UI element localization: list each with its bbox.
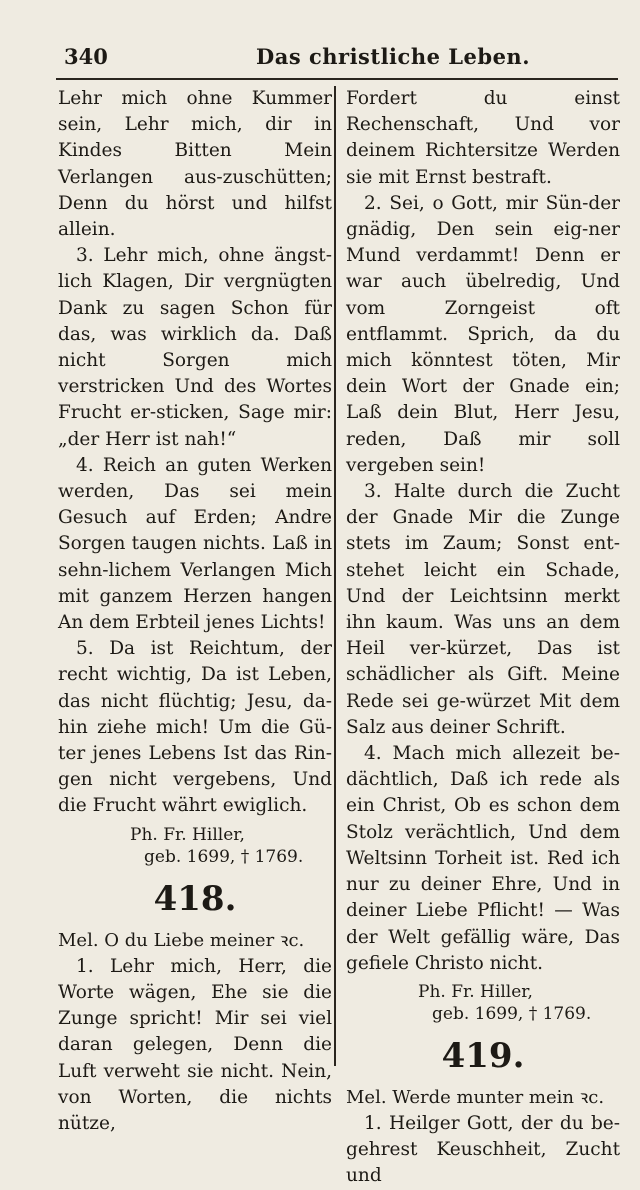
verse-2: 2. Sei, o Gott, mir Sün-der gnädig, Den sein eig-ner Mund verdammt! Denn er war auch übelredig, Und vom Zorngeist oft entflammt. Sprich, da du mich könntest töten, Mir dein Wort der Gnade ein; Laß dein Blut, Herr Jesu, reden, Daß mir soll vergeben sein! — [346, 192, 620, 476]
verse-3: 3. Lehr mich, ohne ängst-lich Klagen, Dir vergnügten Dank zu sagen Schon für das, was wirklich da. Daß nicht Sorgen mich verstricken Und des Wortes Frucht er-sticken, Sage mir: „der Herr ist nah!“ — [58, 245, 332, 450]
author-credit — [58, 824, 332, 868]
author-name: Ph. Fr. Hiller, — [130, 824, 245, 845]
column-divider — [334, 86, 336, 1066]
author-dates: geb. 1699, † 1769. — [144, 846, 304, 867]
melody-line: Mel. Werde munter mein ꝛc. — [346, 1086, 605, 1108]
verse-4: 4. Mach mich allezeit be-dächtlich, Daß ich rede als ein Christ, Ob es schon dem Stolz verächtlich, Und dem Weltsinn Torheit ist. Red ich nur zu deiner Ehre, Und in deiner Liebe Pflicht! — Was der Welt gefällig wäre, Das gefiele Christo nicht. — [346, 743, 620, 974]
page-header — [56, 42, 618, 80]
page-number: 340 — [64, 44, 108, 69]
verse-4: 4. Reich an guten Werken werden, Das sei mein Gesuch auf Erden; Andre Sorgen taugen nichts. Laß in sehn-lichem Verlangen Mich mit ganzem Herzen hangen An dem Erbteil jenes Lichts! — [58, 454, 332, 634]
hymn-number-418: 418. — [153, 878, 237, 919]
left-column — [58, 86, 332, 1137]
right-column — [346, 86, 620, 1190]
verse-continuation: Fordert du einst Rechenschaft, Und vor deinem Richtersitze Werden sie mit Ernst bestraft. — [346, 88, 620, 188]
running-title: Das christliche Leben. — [256, 44, 531, 69]
verse-5: 5. Da ist Reichtum, der recht wichtig, Da ist Leben, das nicht flüchtig; Jesu, da-hin ziehe mich! Um die Gü-ter jenes Lebens Ist das Rin-gen nicht vergebens, Und die Frucht währt ewiglich. — [58, 638, 332, 817]
melody-line: Mel. O du Liebe meiner ꝛc. — [58, 929, 305, 951]
author-name: Ph. Fr. Hiller, — [418, 981, 533, 1002]
author-credit — [346, 981, 620, 1025]
hymn-418-verse-1: 1. Lehr mich, Herr, die Worte wägen, Ehe sie die Zunge spricht! Mir sei viel daran gelegen, Denn die Luft verweht sie nicht. Nein, von Worten, die nichts nütze, — [58, 955, 332, 1134]
hymn-number-419: 419. — [441, 1035, 525, 1076]
verse-3: 3. Halte durch die Zucht der Gnade Mir die Zunge stets im Zaum; Sonst ent-stehet leicht ein Schade, Und der Leichtsinn merkt ihn kaum. Was uns an dem Heil ver-kürzet, Das ist schädlicher als Gift. Meine Rede sei ge-würzet Mit dem Salz aus deiner Schrift. — [346, 481, 620, 738]
verse-continuation: Lehr mich ohne Kummer sein, Lehr mich, dir in Kindes Bitten Mein Verlangen aus-zuschütten; Denn du hörst und hilfst allein. — [58, 88, 332, 241]
hymn-419-verse-1: 1. Heilger Gott, der du be-gehrest Keuschheit, Zucht und — [346, 1112, 620, 1187]
author-dates: geb. 1699, † 1769. — [432, 1003, 592, 1024]
